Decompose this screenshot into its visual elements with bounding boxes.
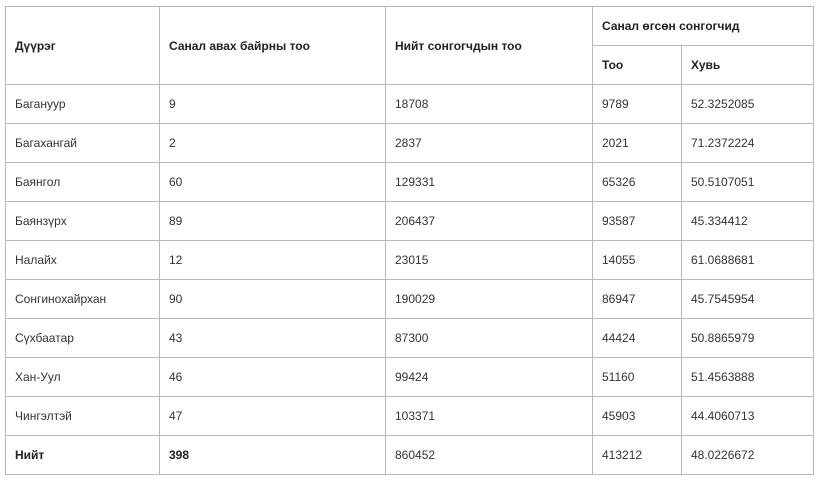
cell-polling-stations: 12: [160, 241, 386, 280]
header-polling-stations: Санал авах байрны тоо: [160, 7, 386, 85]
cell-polling-stations: 9: [160, 85, 386, 124]
table-body: [6, 85, 814, 475]
cell-polling-stations: 47: [160, 397, 386, 436]
cell-voted-count: 44424: [593, 319, 682, 358]
cell-voted-count: 14055: [593, 241, 682, 280]
cell-polling-stations: 2: [160, 124, 386, 163]
cell-voted-count: 65326: [593, 163, 682, 202]
cell-total-voters: 103371: [386, 397, 593, 436]
cell-voted-count: 9789: [593, 85, 682, 124]
cell-voted-percent: 52.3252085: [682, 85, 814, 124]
cell-district: Хан-Уул: [6, 358, 160, 397]
cell-district: Багануур: [6, 85, 160, 124]
cell-total-voters: 190029: [386, 280, 593, 319]
cell-total-voters: 129331: [386, 163, 593, 202]
total-voted-count: 413212: [593, 436, 682, 475]
cell-district: Баянгол: [6, 163, 160, 202]
cell-district: Баянзүрх: [6, 202, 160, 241]
cell-voted-percent: 71.2372224: [682, 124, 814, 163]
cell-voted-percent: 51.4563888: [682, 358, 814, 397]
table-row: [6, 124, 814, 163]
table-row: [6, 202, 814, 241]
cell-total-voters: 87300: [386, 319, 593, 358]
table-row: [6, 397, 814, 436]
table-row: [6, 85, 814, 124]
cell-voted-count: 86947: [593, 280, 682, 319]
cell-voted-percent: 45.334412: [682, 202, 814, 241]
header-district: Дүүрэг: [6, 7, 160, 85]
cell-polling-stations: 60: [160, 163, 386, 202]
cell-polling-stations: 90: [160, 280, 386, 319]
cell-district: Чингэлтэй: [6, 397, 160, 436]
header-row: [6, 7, 814, 46]
cell-voted-count: 45903: [593, 397, 682, 436]
cell-total-voters: 2837: [386, 124, 593, 163]
table-row: [6, 358, 814, 397]
cell-polling-stations: 89: [160, 202, 386, 241]
cell-district: Сонгинохайрхан: [6, 280, 160, 319]
cell-voted-percent: 45.7545954: [682, 280, 814, 319]
cell-voted-count: 2021: [593, 124, 682, 163]
table-header: [6, 7, 814, 85]
cell-voted-count: 93587: [593, 202, 682, 241]
total-voters: 860452: [386, 436, 593, 475]
total-label: Нийт: [6, 436, 160, 475]
header-voted-group: Санал өгсөн сонгогчид: [593, 7, 814, 46]
total-row: [6, 436, 814, 475]
cell-voted-count: 51160: [593, 358, 682, 397]
table-row: [6, 319, 814, 358]
header-voted-percent: Хувь: [682, 46, 814, 85]
cell-voted-percent: 50.5107051: [682, 163, 814, 202]
cell-total-voters: 206437: [386, 202, 593, 241]
cell-district: Сүхбаатар: [6, 319, 160, 358]
cell-voted-percent: 50.8865979: [682, 319, 814, 358]
cell-voted-percent: 61.0688681: [682, 241, 814, 280]
cell-total-voters: 99424: [386, 358, 593, 397]
header-voted-count: Тоо: [593, 46, 682, 85]
cell-total-voters: 23015: [386, 241, 593, 280]
cell-district: Налайх: [6, 241, 160, 280]
cell-polling-stations: 46: [160, 358, 386, 397]
table-row: [6, 241, 814, 280]
election-results-table: [5, 6, 814, 475]
cell-total-voters: 18708: [386, 85, 593, 124]
cell-district: Багахангай: [6, 124, 160, 163]
total-voted-percent: 48.0226672: [682, 436, 814, 475]
cell-voted-percent: 44.4060713: [682, 397, 814, 436]
total-polling-stations: 398: [160, 436, 386, 475]
table-row: [6, 163, 814, 202]
header-total-voters: Нийт сонгогчдын тоо: [386, 7, 593, 85]
cell-polling-stations: 43: [160, 319, 386, 358]
table-row: [6, 280, 814, 319]
